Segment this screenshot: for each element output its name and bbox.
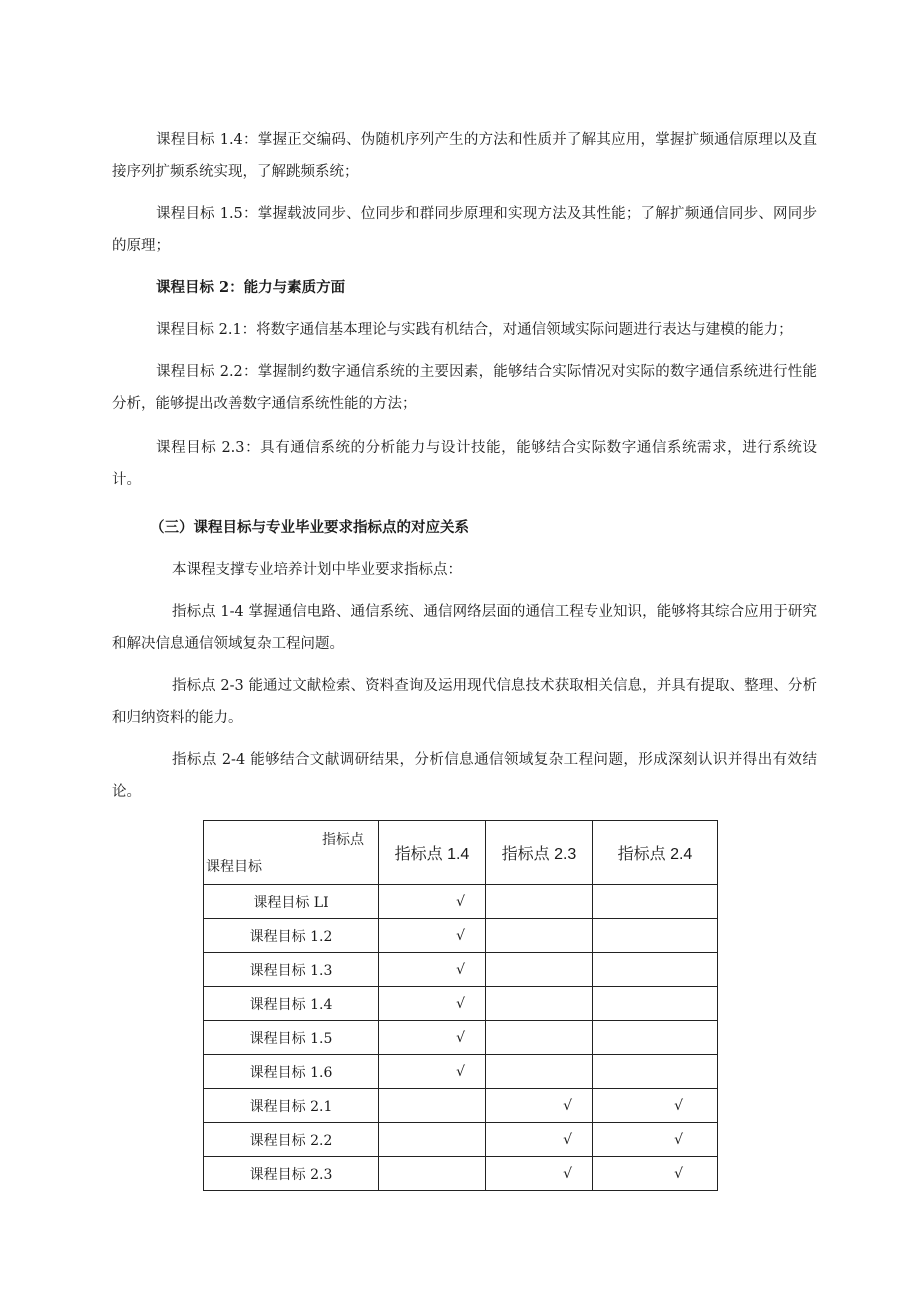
- row-label: 课程目标 2.1: [204, 1089, 379, 1123]
- objective-indicator-table: [203, 820, 718, 1191]
- check-mark-cell: √: [593, 1123, 718, 1157]
- table-row: [204, 1157, 718, 1191]
- check-mark-cell: √: [486, 1089, 593, 1123]
- row-label: 课程目标 1.3: [204, 953, 379, 987]
- row-label: 课程目标 1.2: [204, 919, 379, 953]
- section-heading: （三）课程目标与专业毕业要求指标点的对应关系: [150, 519, 469, 536]
- check-mark-cell: [486, 987, 593, 1021]
- check-mark-cell: [593, 919, 718, 953]
- row-label: 课程目标 1.5: [204, 1021, 379, 1055]
- paragraph-objective-2-heading: 课程目标 2：能力与素质方面: [156, 279, 346, 296]
- check-mark-cell: √: [593, 1157, 718, 1191]
- paragraph-objective-2-1: 课程目标 2.1：将数字通信基本理论与实践有机结合，对通信领域实际问题进行表达与建模的能力；: [156, 322, 793, 338]
- check-mark-cell: [486, 885, 593, 919]
- paragraph-objective-1-5: 课程目标 1.5：掌握载波同步、位同步和群同步原理和实现方法及其性能；了解扩频通信同步、网同步的原理；: [112, 206, 817, 254]
- corner-bottom-label: 课程目标: [206, 859, 262, 875]
- check-mark-cell: [593, 885, 718, 919]
- check-mark-cell: [486, 953, 593, 987]
- paragraph-objective-2-3: 课程目标 2.3：具有通信系统的分析能力与设计技能，能够结合实际数字通信系统需求，进行系统设计。: [112, 440, 817, 488]
- table-header-row: [204, 821, 718, 885]
- check-mark-cell: √: [379, 919, 486, 953]
- paragraph-indicator-1-4: 指标点 1-4 掌握通信电路、通信系统、通信网络层面的通信工程专业知识，能够将其综合应用于研究和解决信息通信领域复杂工程问题。: [112, 604, 817, 652]
- table-row: [204, 885, 718, 919]
- table-row: [204, 987, 718, 1021]
- check-mark-cell: √: [486, 1123, 593, 1157]
- check-mark-cell: [486, 1021, 593, 1055]
- row-label: 课程目标 2.3: [204, 1157, 379, 1191]
- check-mark-cell: √: [379, 885, 486, 919]
- row-label: 课程目标 1.4: [204, 987, 379, 1021]
- table-row: [204, 1021, 718, 1055]
- check-mark-cell: [593, 1021, 718, 1055]
- check-mark-cell: √: [593, 1089, 718, 1123]
- paragraph-indicator-2-4: 指标点 2-4 能够结合文献调研结果，分析信息通信领域复杂工程问题，形成深刻认识并得出有效结论。: [112, 752, 817, 800]
- check-mark-cell: [593, 1055, 718, 1089]
- check-mark-cell: [486, 919, 593, 953]
- check-mark-cell: [486, 1055, 593, 1089]
- table-row: [204, 1123, 718, 1157]
- check-mark-cell: √: [379, 1021, 486, 1055]
- check-mark-cell: [593, 953, 718, 987]
- check-mark-cell: √: [379, 987, 486, 1021]
- column-header-2-4: 指标点 2.4: [593, 821, 718, 885]
- check-mark-cell: [593, 987, 718, 1021]
- column-header-1-4: 指标点 1.4: [379, 821, 486, 885]
- table-row: [204, 1055, 718, 1089]
- paragraph-indicator-2-3: 指标点 2-3 能通过文献检索、资料查询及运用现代信息技术获取相关信息，并具有提取、整理、分析和归纳资料的能力。: [112, 678, 817, 726]
- check-mark-cell: [379, 1123, 486, 1157]
- check-mark-cell: √: [379, 953, 486, 987]
- row-label: 课程目标 2.2: [204, 1123, 379, 1157]
- row-label: 课程目标 1.6: [204, 1055, 379, 1089]
- table-row: [204, 953, 718, 987]
- check-mark-cell: [379, 1157, 486, 1191]
- column-header-2-3: 指标点 2.3: [486, 821, 593, 885]
- paragraph-objective-2-2: 课程目标 2.2：掌握制约数字通信系统的主要因素，能够结合实际情况对实际的数字通信系统进行性能分析，能够提出改善数字通信系统性能的方法；: [112, 364, 817, 412]
- check-mark-cell: √: [379, 1055, 486, 1089]
- paragraph-intro: 本课程支撑专业培养计划中毕业要求指标点：: [172, 562, 462, 578]
- table-corner-cell: [204, 821, 379, 885]
- corner-top-label: 指标点: [322, 832, 364, 848]
- check-mark-cell: [379, 1089, 486, 1123]
- check-mark-cell: √: [486, 1157, 593, 1191]
- table-row: [204, 919, 718, 953]
- row-label: 课程目标 LI: [204, 885, 379, 919]
- table-row: [204, 1089, 718, 1123]
- paragraph-objective-1-4: 课程目标 1.4：掌握正交编码、伪随机序列产生的方法和性质并了解其应用，掌握扩频通信原理以及直接序列扩频系统实现，了解跳频系统；: [112, 132, 817, 180]
